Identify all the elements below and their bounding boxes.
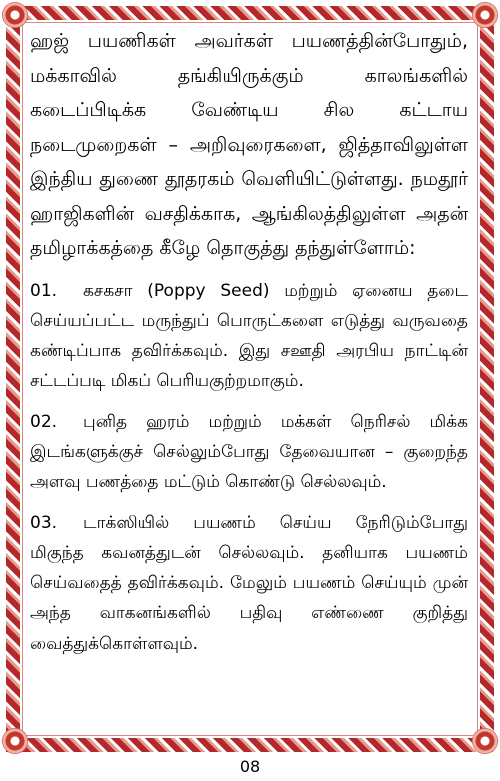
- corner-ornament-icon: [2, 728, 28, 754]
- item-text: கசகசா (Poppy Seed) மற்றும் ஏனைய தடை செய்யப்பட்ட மருந்துப் பொருட்களை எடுத்து வருவதை கண்டிப்பாக தவிர்க்கவும். இது சஊதி அரபிய நாட்டின் சட்டப்படி மிகப் பெரியகுற்றமாகும்.: [30, 280, 468, 392]
- item-text: டாக்ஸியில் பயணம் செய்ய நேரிடும்போது மிகுந்த கவனத்துடன் செல்லவும். தனியாக பயணம் செய்வதைத் தவிர்க்கவும். மேலும் பயணம் செய்யும் முன் அந்த வாகனங்களில் பதிவு எண்ணை குறித்து வைத்துக்கொள்ளவும்.: [30, 512, 468, 654]
- page-content: [30, 24, 468, 659]
- intro-paragraph: ஹஜ் பயணிகள் அவர்கள் பயணத்தின்போதும், மக்காவில் தங்கியிருக்கும் காலங்களில் கடைப்பிடிக்க வேண்டிய சில கட்டாய நடைமுறைகள் – அறிவுரைகளை, ஜித்தாவிலுள்ள இந்திய துணை தூதரகம் வெளியிட்டுள்ளது. நமதூர் ஹாஜிகளின் வசதிக்காக, ஆங்கிலத்திலுள்ள அதன் தமிழாக்கத்தை கீழே தொகுத்து தந்துள்ளோம்:: [30, 30, 468, 259]
- corner-ornament-icon: [472, 2, 498, 28]
- advice-item-3: [30, 508, 468, 659]
- item-number: 01.: [30, 280, 58, 301]
- page-number: 08: [239, 757, 261, 776]
- item-number: 03.: [30, 512, 58, 533]
- advice-item-2: [30, 407, 468, 498]
- corner-ornament-icon: [2, 2, 28, 28]
- item-number: 02.: [30, 411, 58, 432]
- item-text: புனித ஹரம் மற்றும் மக்கள் நெரிசல் மிக்க இடங்களுக்குச் செல்லும்போது தேவையான – குறைந்த அளவு பணத்தை மட்டும் கொண்டு செல்லவும்.: [30, 411, 468, 493]
- corner-ornament-icon: [472, 728, 498, 754]
- advice-item-1: [30, 276, 468, 397]
